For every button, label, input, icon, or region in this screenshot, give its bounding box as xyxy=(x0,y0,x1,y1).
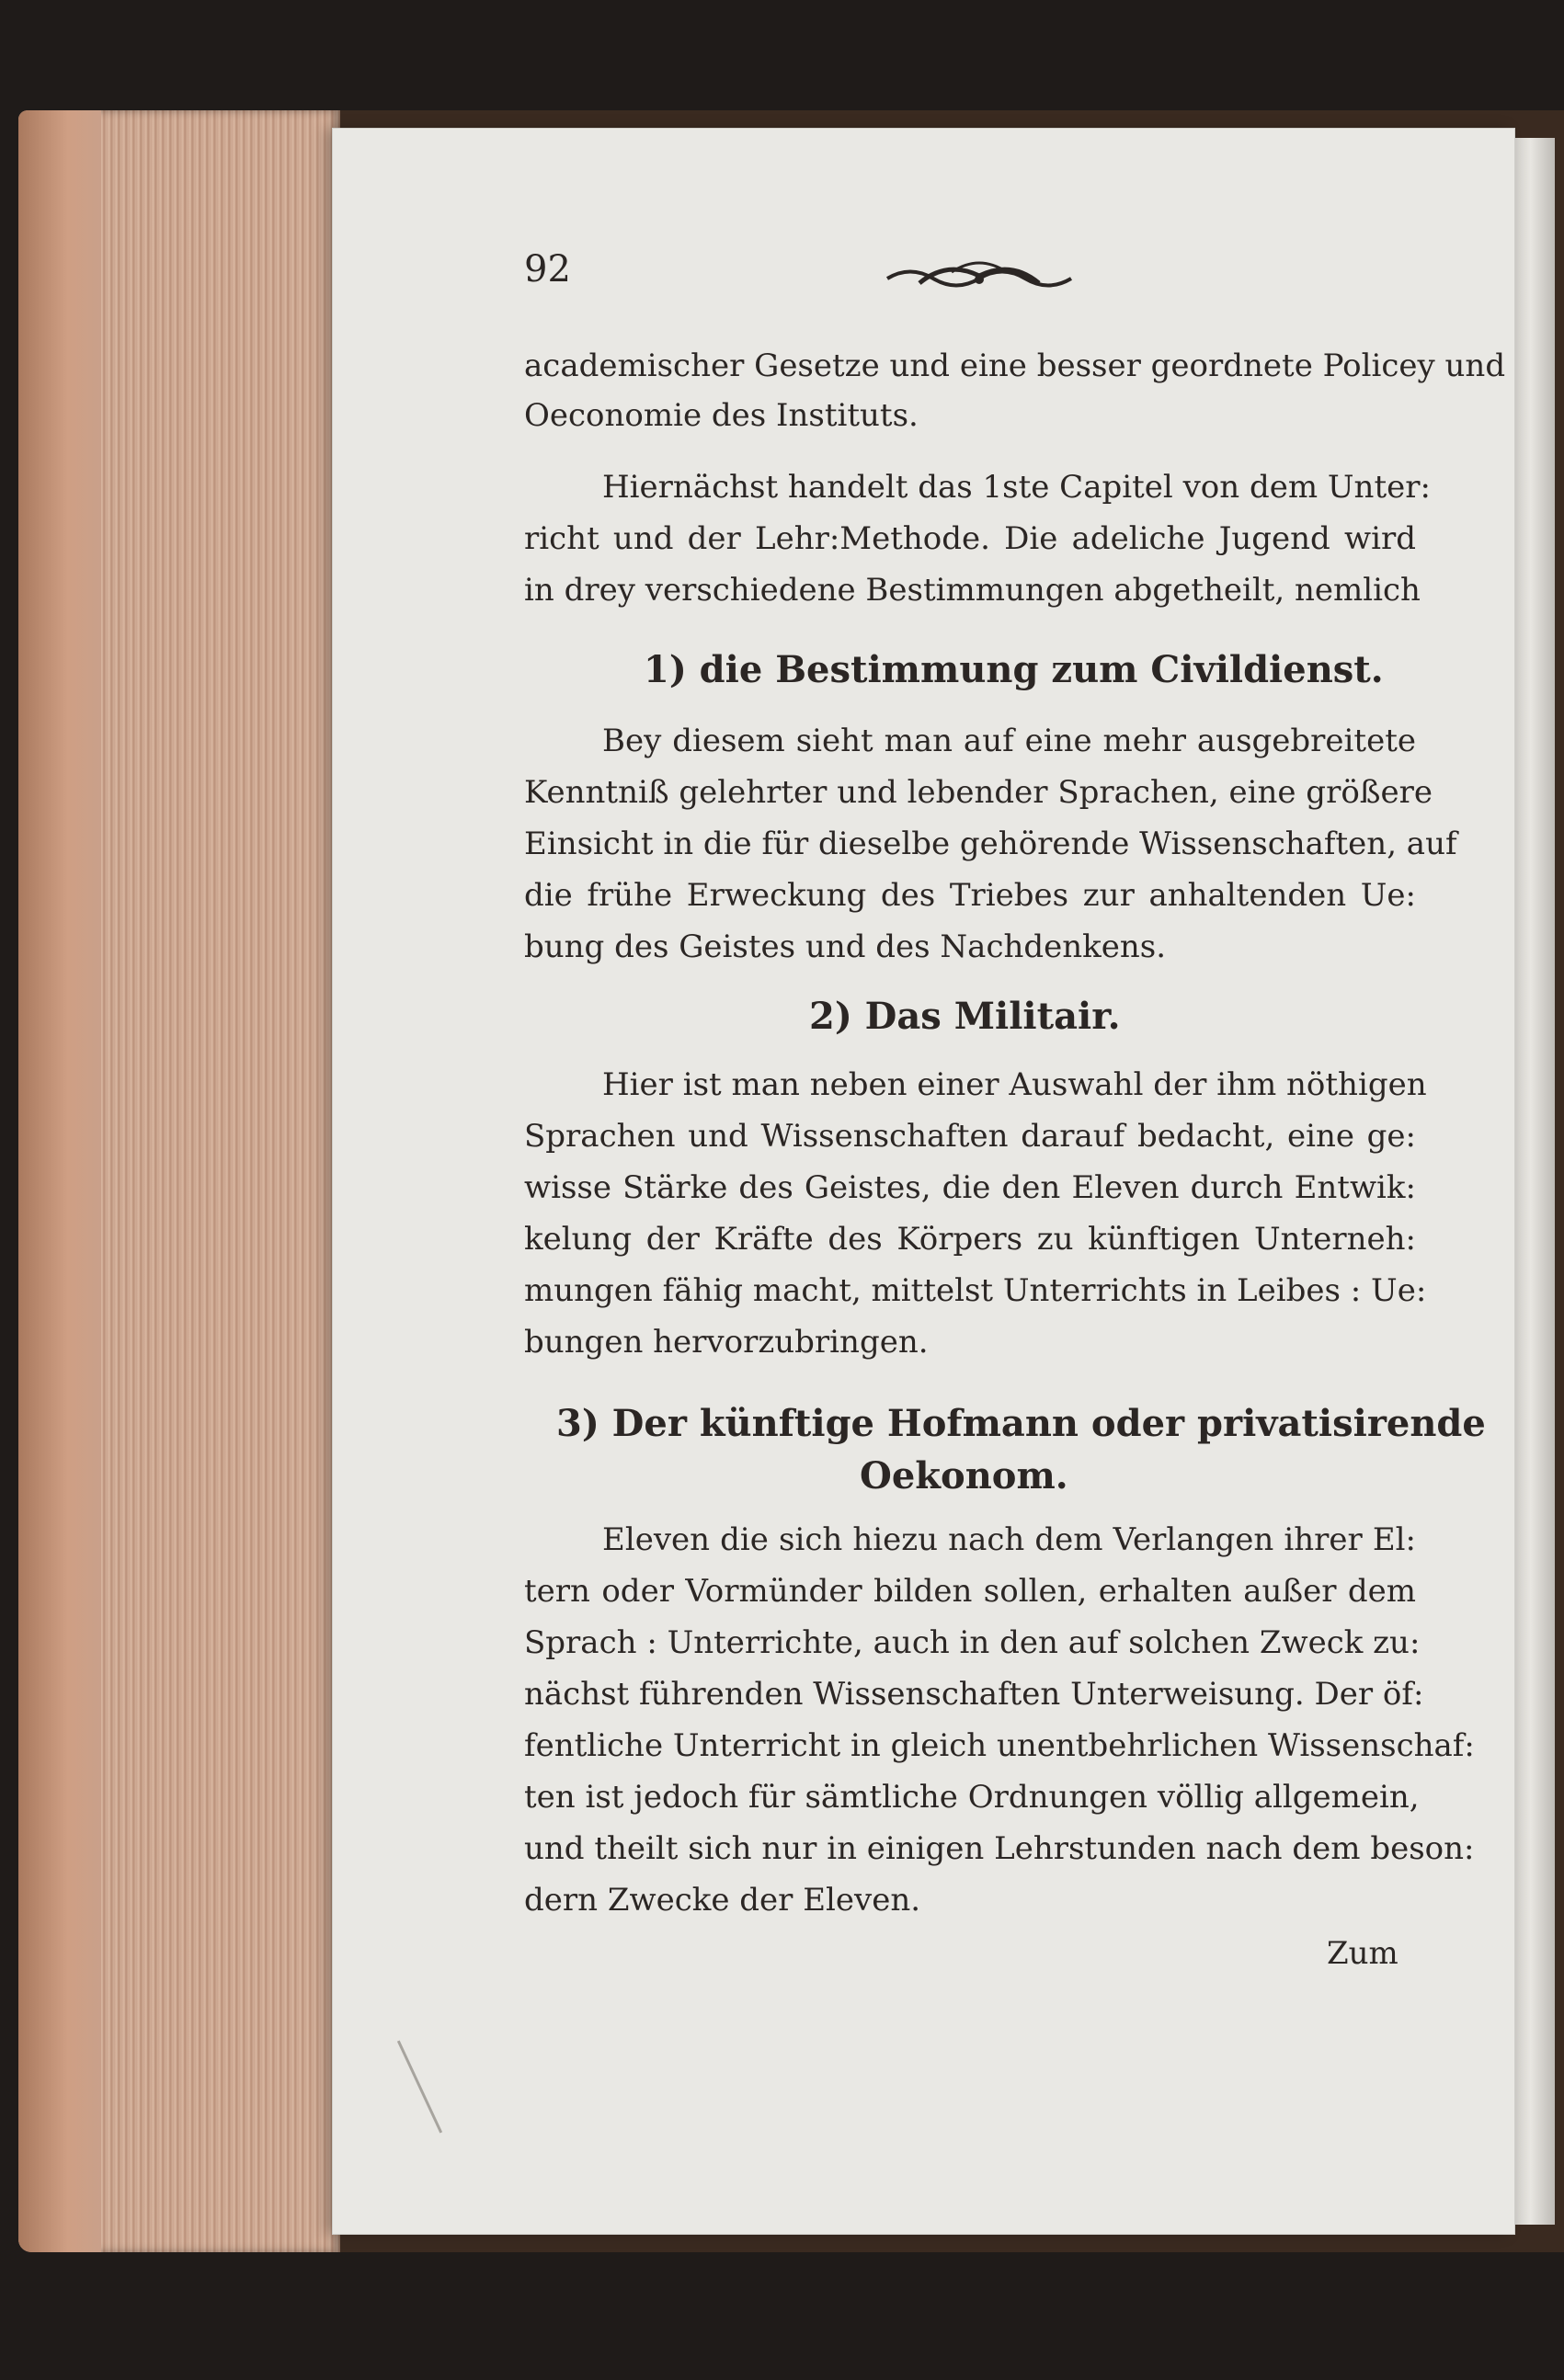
page-number: 92 xyxy=(524,248,571,290)
text-line: fentliche Unterricht in gleich unentbehrlichen Wissenschaf: xyxy=(524,1727,1475,1764)
text-line: Bey diesem sieht man auf eine mehr ausgebreitete xyxy=(602,723,1416,759)
header-ornament-icon xyxy=(883,256,1076,302)
text-line: und theilt sich nur in einigen Lehrstunden nach dem beson: xyxy=(524,1830,1475,1867)
text-line: dern Zwecke der Eleven. xyxy=(524,1882,921,1919)
text-line: Einsicht in die für dieselbe gehörende Wissenschaften, auf xyxy=(524,826,1457,862)
text-line: Hier ist man neben einer Auswahl der ihm nöthigen xyxy=(602,1066,1427,1103)
text-line: Sprachen und Wissenschaften darauf bedacht, eine ge: xyxy=(524,1118,1416,1155)
section-heading: 3) Der künftige Hofmann oder privatisirende xyxy=(556,1402,1486,1445)
text-line: Oeconomie des Instituts. xyxy=(524,397,919,434)
text-line: Sprach : Unterrichte, auch in den auf solchen Zweck zu: xyxy=(524,1624,1421,1661)
text-line: kelung der Kräfte des Körpers zu künftigen Unterneh: xyxy=(524,1221,1416,1258)
text-line: die frühe Erweckung des Triebes zur anhaltenden Ue: xyxy=(524,877,1416,914)
text-line: tern oder Vormünder bilden sollen, erhalten außer dem xyxy=(524,1573,1416,1610)
text-line: bungen hervorzubringen. xyxy=(524,1324,929,1361)
text-line: Hiernächst handelt das 1ste Capitel von dem Unter: xyxy=(602,469,1431,506)
catchword: Zum xyxy=(1327,1935,1398,1972)
text-line: academischer Gesetze und eine besser geordnete Policey und xyxy=(524,347,1506,384)
text-line: in drey verschiedene Bestimmungen abgetheilt, nemlich xyxy=(524,572,1421,609)
section-heading: 1) die Bestimmung zum Civildienst. xyxy=(644,648,1384,691)
text-line: bung des Geistes und des Nachdenkens. xyxy=(524,928,1167,965)
facing-page-edge xyxy=(1514,138,1555,2225)
text-line: Kenntniß gelehrter und lebender Sprachen, eine größere xyxy=(524,774,1433,811)
section-heading: Oekonom. xyxy=(860,1454,1068,1497)
text-line: mungen fähig macht, mittelst Unterrichts in Leibes : Ue: xyxy=(524,1272,1427,1309)
text-line: wisse Stärke des Geistes, die den Eleven durch Entwik: xyxy=(524,1169,1416,1206)
text-line: ten ist jedoch für sämtliche Ordnungen völlig allgemein, xyxy=(524,1779,1420,1816)
book-edge-band xyxy=(18,110,101,2252)
section-heading: 2) Das Militair. xyxy=(809,995,1121,1038)
text-line: richt und der Lehr:Methode. Die adeliche Jugend wird xyxy=(524,520,1416,557)
text-line: Eleven die sich hiezu nach dem Verlangen ihrer El: xyxy=(602,1521,1416,1558)
text-line: nächst führenden Wissenschaften Unterweisung. Der öf: xyxy=(524,1676,1424,1713)
